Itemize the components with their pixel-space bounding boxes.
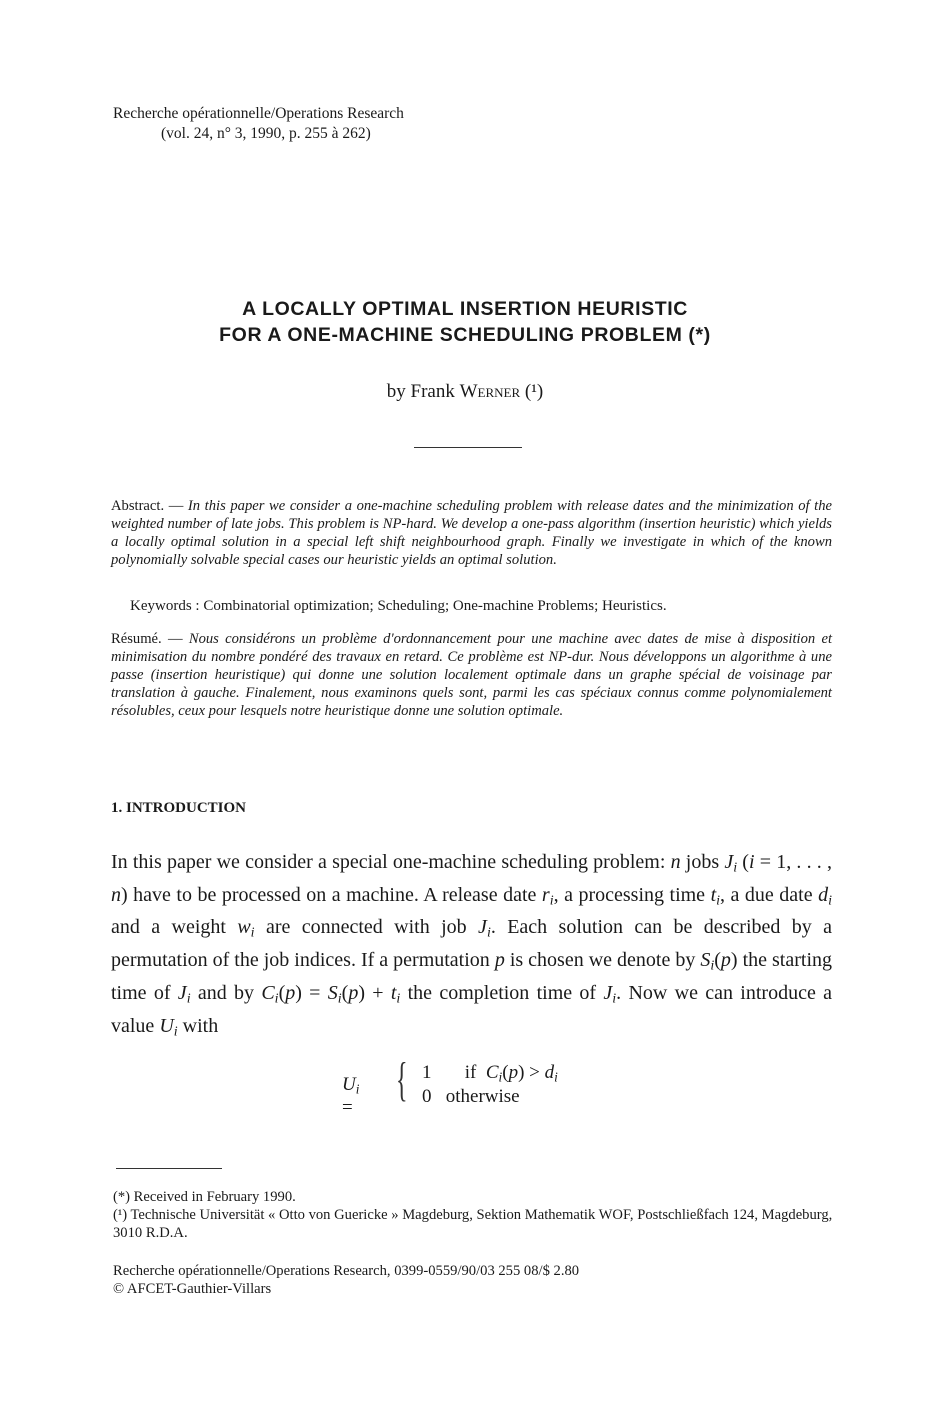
author-line (0, 381, 930, 403)
journal-name: Recherche opérationnelle/Operations Research (113, 105, 404, 122)
author-footnote-mark: (¹) (524, 381, 544, 402)
section-heading: 1. INTRODUCTION (111, 800, 247, 816)
publisher-info (113, 1262, 579, 1298)
resume (111, 630, 832, 720)
formula-lhs: $U_i$ = (342, 1074, 360, 1119)
author-surname: Werner (459, 381, 521, 402)
left-brace: { (396, 1053, 408, 1106)
abstract-text: In this paper we consider a one-machine scheduling problem with release dates and the minimization of the weighted number of late jobs. This problem is NP-hard. We develop a one-pass algorithm (insertion heuristic) which yields a locally optimal solution in a special left shift neighbourhood graph. Finally we investigate in which of the known polynomially solvable special cases our heuristic yields an optimal solution. (111, 498, 833, 568)
footnote-divider (116, 1168, 222, 1169)
footnote-affiliation: (¹) Technische Universität « Otto von Guericke » Magdeburg, Sektion Mathematik WOF, Postschließfach 124, Magdeburg, 3010 R.D.A. (113, 1207, 833, 1241)
publisher-journal-line: Recherche opérationnelle/Operations Research, 0399-0559/90/03 255 08/$ 2.80 (113, 1263, 580, 1279)
publisher-copyright: © AFCET-Gauthier-Villars (113, 1281, 272, 1297)
abstract-label: Abstract. — (111, 498, 188, 514)
title-divider (414, 447, 522, 448)
resume-text: Nous considérons un problème d'ordonnancement pour une machine avec dates de mise à disposition et minimisation du nombre pondéré des travaux en retard. Ce problème est NP-dur. Nous développons un algorithme à une passe (insertion heuristique) qui donne une solution localement optimale dans un graphe spécial de voisinage par translation à gauche. Finalement, nous examinons quels sont, parmi les cas spéciaux connus comme polynomialement résolubles, ceux pour lesquels notre heuristique donne une solution optimale. (111, 631, 833, 719)
footnotes (113, 1188, 834, 1242)
resume-label: Résumé. — (111, 631, 189, 647)
formula-case-2: 0 otherwise (422, 1086, 520, 1107)
author-prefix: by Frank (386, 381, 460, 402)
title-line-1: A LOCALLY OPTIMAL INSERTION HEURISTIC (242, 298, 688, 320)
intro-paragraph: In this paper we consider a special one-machine scheduling problem: n jobs $J_i$ (i = 1, . . . , n) have to be processed on a machine. A release date $r_i$, a processing time $t_i$, a due date $d_i$ and a weight $w_i$ are connected with job $J_i$. Each solution can be described by a permutation of the job indices. If a permutation p is chosen we denote by $S_i(p)$ the starting time of $J_i$ and by $C_i(p) = S_i(p) + t_i$ the completion time of $J_i$. Now we can introduce a value $U_i$ with (111, 851, 833, 1040)
journal-citation (113, 104, 404, 144)
paper-title (0, 296, 930, 348)
keywords: Keywords : Combinatorial optimization; Scheduling; One-machine Problems; Heuristics. (130, 598, 667, 614)
journal-volume: (vol. 24, n° 3, 1990, p. 255 à 262) (161, 125, 371, 142)
footnote-received: (*) Received in February 1990. (113, 1189, 296, 1205)
formula-case-1: 1 if $C_i(p) > d_i$ (422, 1062, 558, 1085)
abstract (111, 497, 832, 569)
title-line-2: FOR A ONE-MACHINE SCHEDULING PROBLEM (*) (219, 324, 711, 346)
